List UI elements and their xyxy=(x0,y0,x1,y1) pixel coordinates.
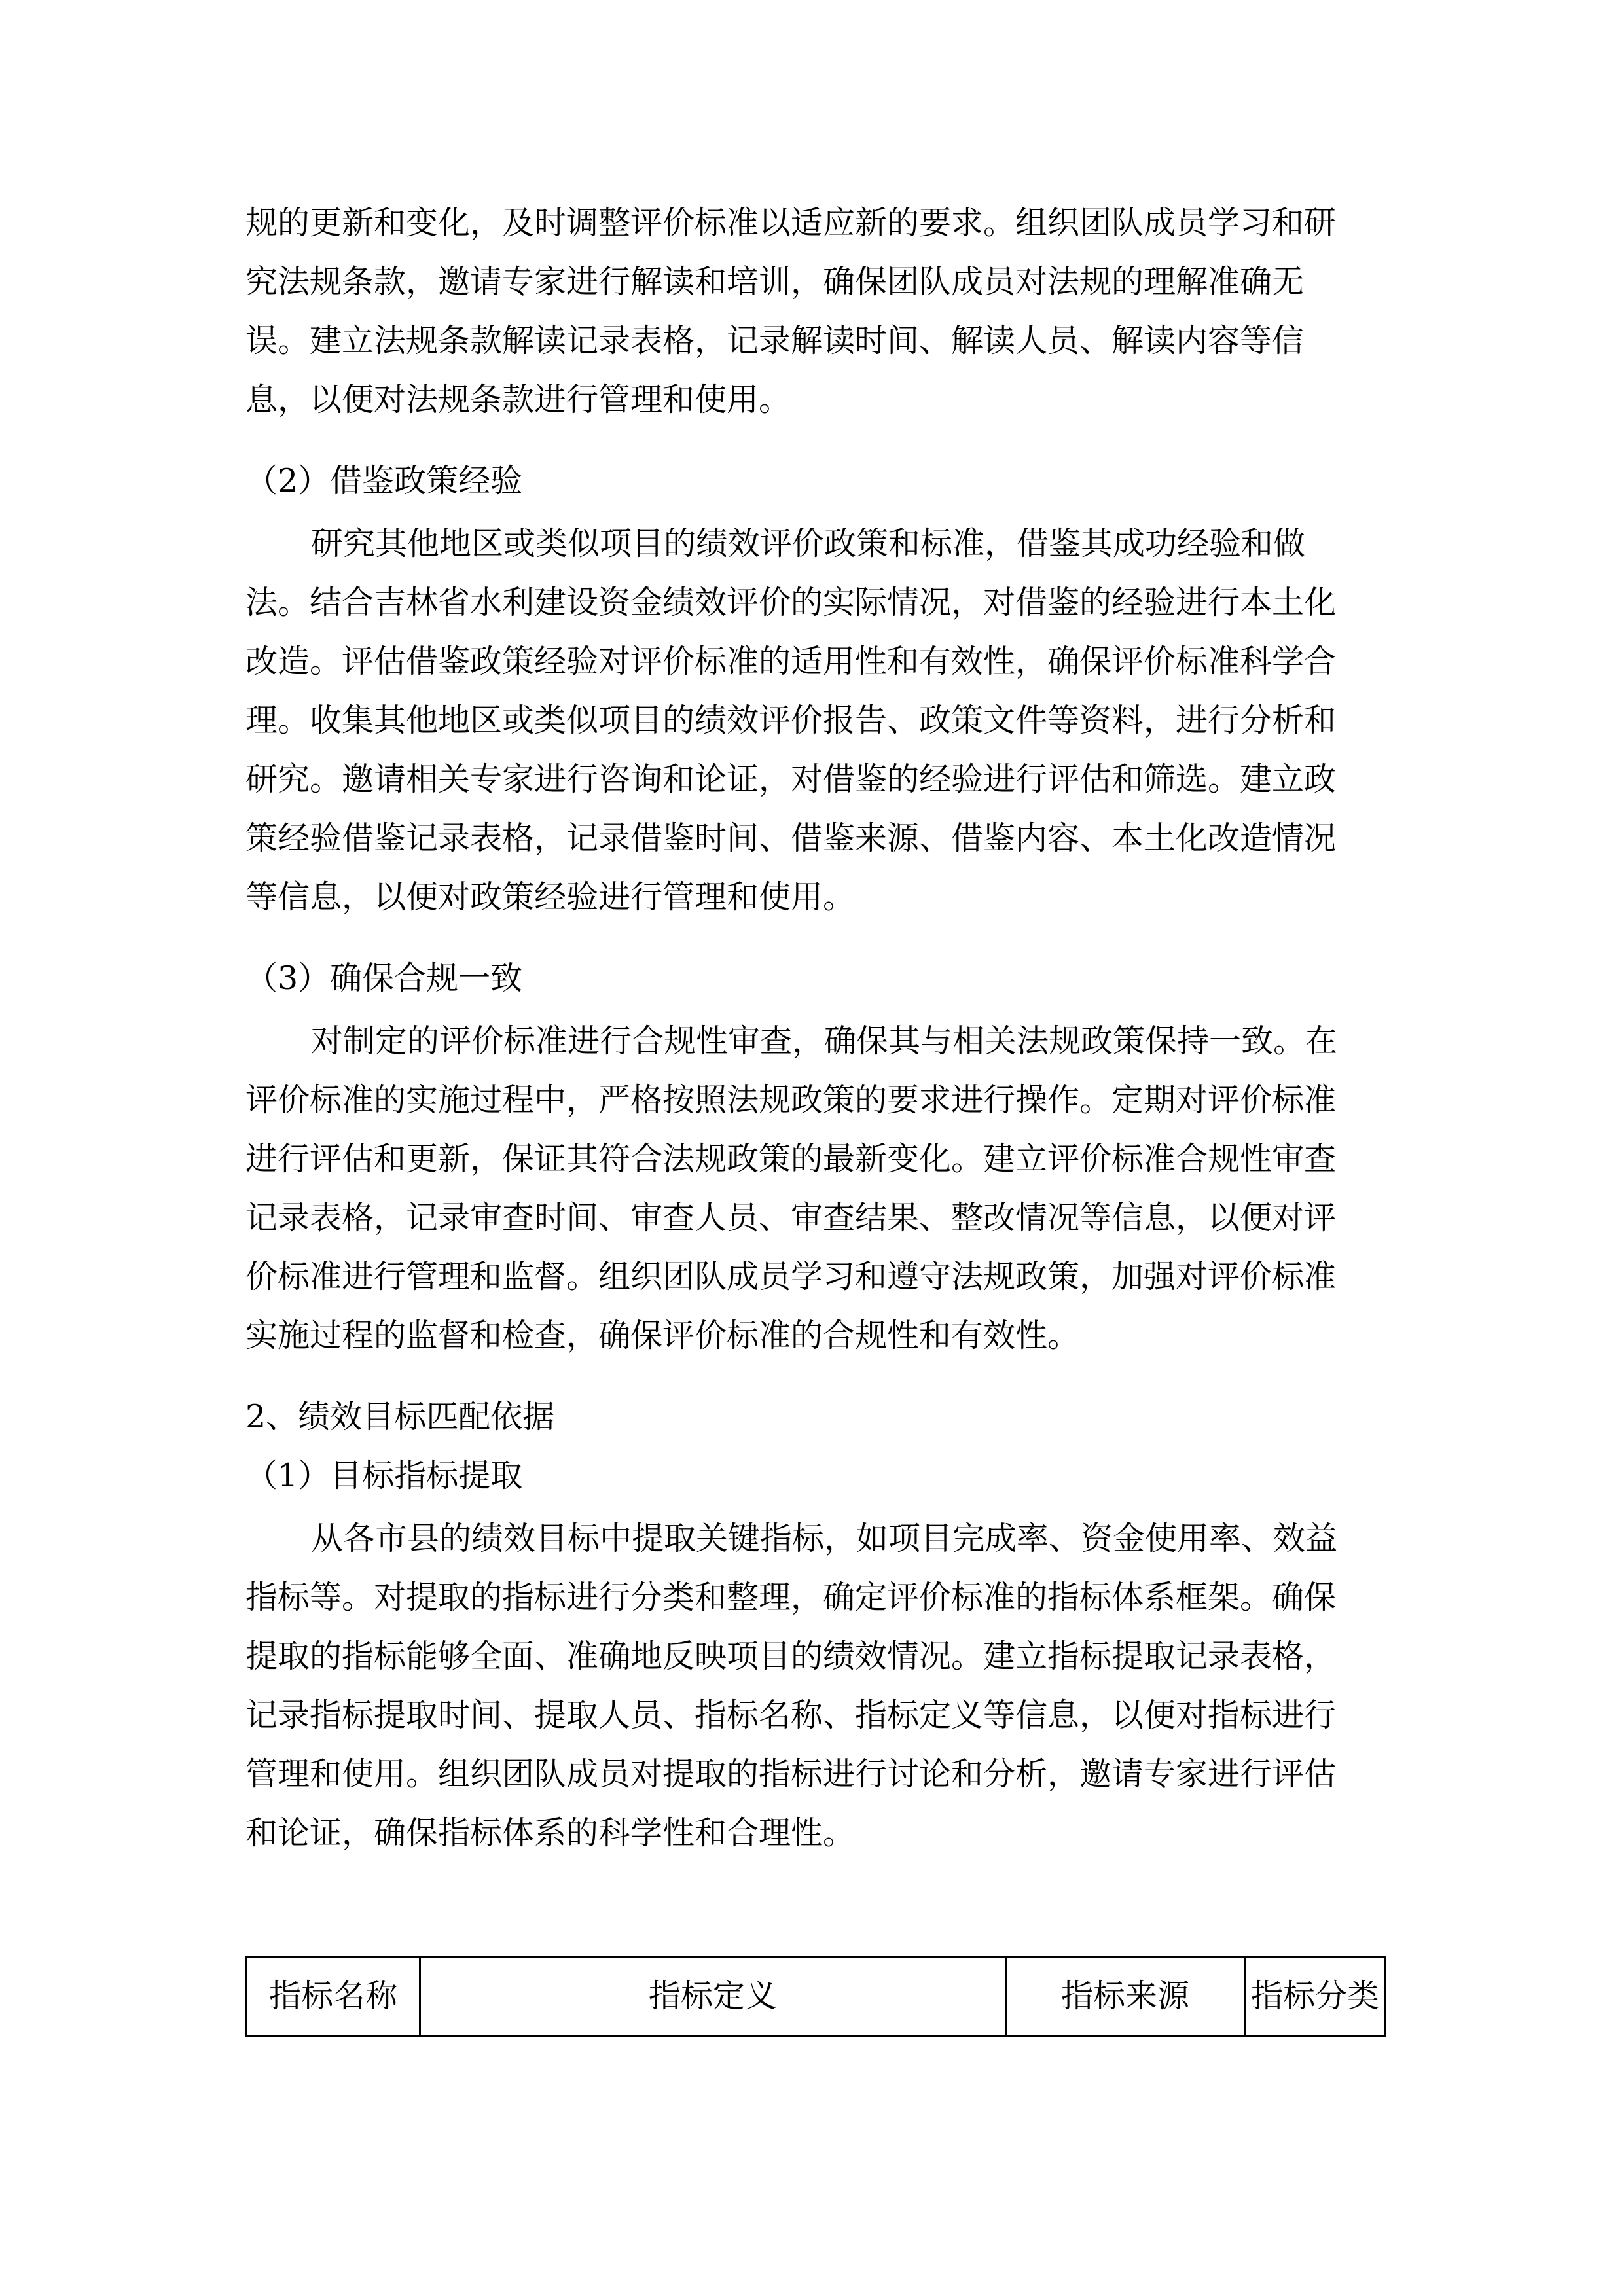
table-header-row xyxy=(247,1957,1386,2036)
indicator-table xyxy=(245,1956,1386,2037)
header-indicator-name: 指标名称 xyxy=(247,1957,420,2036)
subheading-borrow-policy-experience: （2）借鉴政策经验 xyxy=(245,462,523,499)
paragraph-line: 对制定的评价标准进行合规性审查，确保其与相关法规政策保持一致。在 xyxy=(311,1022,1338,1060)
paragraph-line: 提取的指标能够全面、准确地反映项目的绩效情况。建立指标提取记录表格， xyxy=(245,1638,1337,1675)
paragraph-line: 评价标准的实施过程中，严格按照法规政策的要求进行操作。定期对评价标准 xyxy=(245,1081,1337,1119)
paragraph-line: 和论证，确保指标体系的科学性和合理性。 xyxy=(245,1814,856,1852)
paragraph-line: 进行评估和更新，保证其符合法规政策的最新变化。建立评价标准合规性审查 xyxy=(245,1140,1337,1177)
paragraph-line: 从各市县的绩效目标中提取关键指标，如项目完成率、资金使用率、效益 xyxy=(311,1520,1338,1557)
header-indicator-category: 指标分类 xyxy=(1245,1957,1386,2036)
paragraph-line: 研究其他地区或类似项目的绩效评价政策和标准，借鉴其成功经验和做 xyxy=(311,525,1306,562)
subheading-target-indicator-extraction: （1）目标指标提取 xyxy=(245,1457,523,1494)
paragraph-line: 实施过程的监督和检查，确保评价标准的合规性和有效性。 xyxy=(245,1317,1080,1354)
paragraph-line: 研究。邀请相关专家进行咨询和论证，对借鉴的经验进行评估和筛选。建立政 xyxy=(245,761,1337,798)
paragraph-line: 误。建立法规条款解读记录表格，记录解读时间、解读人员、解读内容等信 xyxy=(245,322,1305,359)
paragraph-line: 理。收集其他地区或类似项目的绩效评价报告、政策文件等资料，进行分析和 xyxy=(245,702,1337,739)
paragraph-line: 等信息，以便对政策经验进行管理和使用。 xyxy=(245,878,856,916)
section-heading-performance-goal-matching: 2、绩效目标匹配依据 xyxy=(245,1398,555,1435)
paragraph-line: 记录表格，记录审查时间、审查人员、审查结果、整改情况等信息，以便对评 xyxy=(245,1199,1337,1236)
subheading-ensure-compliance: （3）确保合规一致 xyxy=(245,960,523,997)
header-indicator-definition: 指标定义 xyxy=(420,1957,1006,2036)
paragraph-line: 策经验借鉴记录表格，记录借鉴时间、借鉴来源、借鉴内容、本土化改造情况 xyxy=(245,819,1337,857)
paragraph-line: 息，以便对法规条款进行管理和使用。 xyxy=(245,381,791,418)
paragraph-line: 价标准进行管理和监督。组织团队成员学习和遵守法规政策，加强对评价标准 xyxy=(245,1258,1337,1295)
paragraph-line: 法。结合吉林省水利建设资金绩效评价的实际情况，对借鉴的经验进行本土化 xyxy=(245,584,1337,621)
paragraph-line: 究法规条款，邀请专家进行解读和培训，确保团队成员对法规的理解准确无 xyxy=(245,263,1305,300)
header-indicator-source: 指标来源 xyxy=(1006,1957,1245,2036)
paragraph-line: 改造。评估借鉴政策经验对评价标准的适用性和有效性，确保评价标准科学合 xyxy=(245,643,1337,680)
paragraph-line: 指标等。对提取的指标进行分类和整理，确定评价标准的指标体系框架。确保 xyxy=(245,1579,1337,1616)
document-page xyxy=(245,0,1384,2296)
paragraph-line: 规的更新和变化，及时调整评价标准以适应新的要求。组织团队成员学习和研 xyxy=(245,204,1337,242)
paragraph-line: 记录指标提取时间、提取人员、指标名称、指标定义等信息，以便对指标进行 xyxy=(245,1696,1337,1734)
paragraph-line: 管理和使用。组织团队成员对提取的指标进行讨论和分析，邀请专家进行评估 xyxy=(245,1755,1337,1793)
